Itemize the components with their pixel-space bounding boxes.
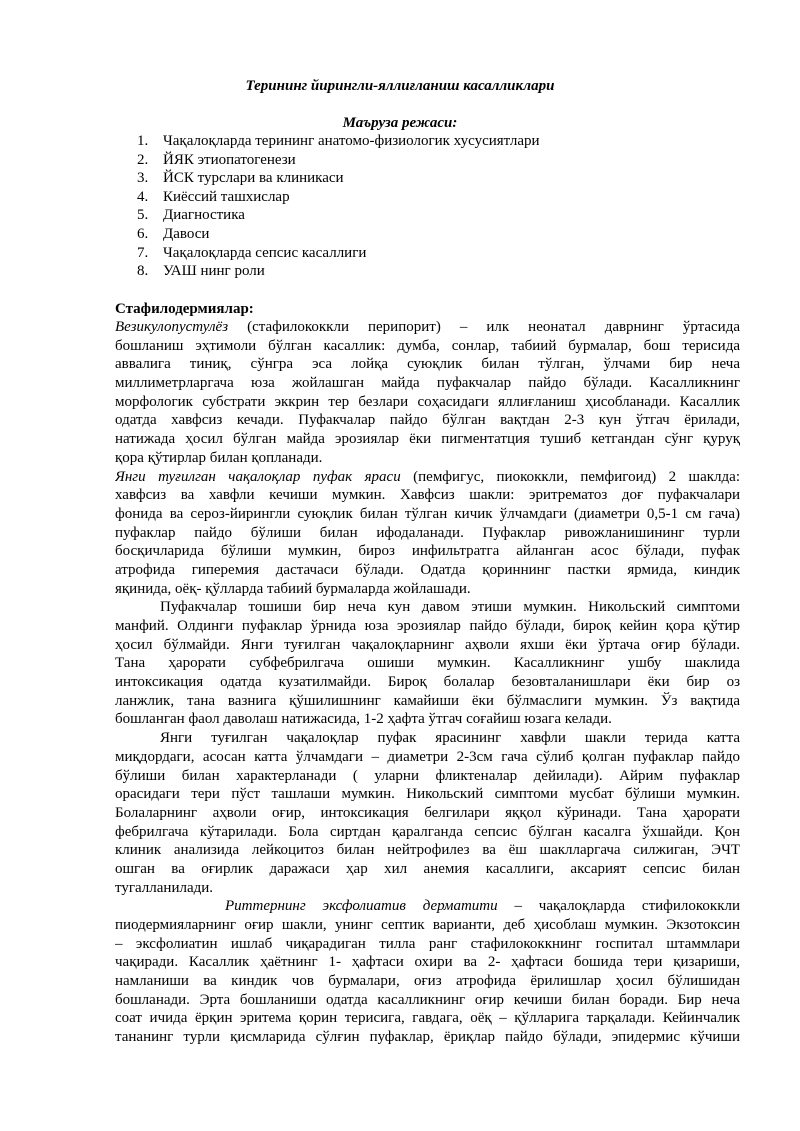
paragraph-benign-course: [115, 598, 740, 729]
text-line: ланжлик, тана вазнига қўшилишнинг камайиши ёки бўлмаслиги мумкин. Ўз вақтида: [115, 692, 740, 709]
text-line: Риттернинг эксфолиатив дерматити – чақалоқларда стифилококкли: [225, 898, 740, 915]
text-line: Тана ҳарорати субфебрилгача ошиши мумкин. Касалликнинг ушбу шаклида: [115, 655, 740, 672]
paragraph-ritter-dermatitis: [115, 897, 740, 1047]
text-line: манфий. Олдинги пуфаклар ўрнида юза эрозиялар пайдо бўлади, бироқ кейин қора қўтир: [115, 618, 740, 634]
text-line: бошланган фаол даволаш натижасида, 1-2 ҳафта ўтгач соғайиш юзага келади.: [115, 711, 612, 728]
text-line: қора қўтирлар билан қопланади.: [115, 449, 323, 466]
plan-item: 1. Чақалоқларда терининг анатомо-физиологик хусусиятлари: [137, 133, 540, 149]
text-line: бошланиш эҳтимоли бўлган касаллик: думба, сонлар, табиий бурмалар, бош терисида: [115, 337, 740, 354]
plan-item: 8. УАШ нинг роли: [137, 263, 265, 280]
text-line: босқичларида бўлиши мумкин, бироз инфильтратга айланган асос бўлади, пуфак: [115, 543, 740, 560]
text-line: пуфаклар пайдо бўлиши билан ифодаланади. Пуфаклар ривожланишининг турли: [115, 524, 740, 541]
paragraph-pemphigus: [115, 468, 740, 599]
text-line: Янги туғилган чақалоқлар пуфак ярасининг хавфли шакли терида катта: [160, 730, 740, 747]
plan-item: 5. Диагностика: [137, 207, 245, 224]
text-line: Янги туғилган чақалоқлар пуфак яраси (пемфигус, пиококкли, пемфигоид) 2 шаклда:: [115, 468, 740, 485]
plan-item: 6. Давоси: [137, 225, 210, 242]
text-line: одатда хавфсиз кечади. Пуфакчалар пайдо бўлган вақтдан 2-3 кун ўтгач ёрилади,: [115, 412, 740, 429]
text-line: Пуфакчалар тошиши бир неча кун давом этиши мумкин. Никольский симптоми: [160, 599, 740, 616]
text-line: Везикулопустулёз (стафилококкли перипорит) – илк неонатал даврнинг ўртасида: [115, 319, 740, 335]
body-text: [115, 318, 740, 1047]
paragraph-malignant-form: [115, 729, 740, 897]
text-line: бўлиши билан характерланади ( уларни фликтеналар дейилади). Айрим пуфаклар: [115, 767, 740, 784]
text-line: хавфсиз ва хавфли кечиши мумкин. Хавфсиз шакли: эритрематоз доғ пуфакчалари: [115, 487, 740, 504]
text-line: фонида ва сероз-йирингли суюқлик билан тўлган кичик ўлчамдаги (диаметри 0,5-1 см гача): [115, 505, 740, 522]
text-line: морфологик субстрати эккрин тер безлари соҳасидаги яллиғланиш ҳисобланади. Касаллик: [115, 393, 740, 410]
text-line: ҳосил бўлмайди. Янги туғилган чақалоқларнинг аҳволи яхши ёки ўртача оғир бўлади.: [115, 636, 740, 653]
text-line: интоксикация одатда кузатилмайди. Бироқ болалар безовталанишлари ёки бир оз: [115, 674, 740, 691]
text-line: соат ичида ёрқин эритема қорин терисига, гавдага, оёқ – қўлларига тарқалади. Кейинчалик: [115, 1010, 740, 1027]
text-line: орасидаги тери пўст ташлаши мумкин. Никольский симптоми мусбат бўлиши мумкин.: [115, 786, 740, 803]
text-line: – эксфолиатин ишлаб чиқарадиган тилла ранг стафилококкнинг госпитал штаммлари: [115, 935, 740, 952]
text-line: миқдордаги, асосан катта ўлчамдаги – диаметри 2-3см гача сўлиб қолган пуфаклар пайдо: [115, 748, 740, 765]
text-line: клиник анализида лейкоцитоз билан нейтрофилез ва ёш шаклларгача силжиган, ЭЧТ: [115, 842, 740, 859]
text-line: ошган ва оғирлик даражаси ҳар хил анемия касаллиги, аксарият сепсис билан: [115, 860, 740, 877]
text-line: пиодермияларнинг оғир шакли, унинг септик варианти, деб ҳисоблаш мумкин. Экзотоксин: [115, 917, 740, 933]
paragraph-vesiculopustulosis: [115, 318, 740, 468]
text-line: намланиши ва киндик чов бурмалари, оғиз атрофида ёрилишлар ҳосил бўлишидан: [115, 973, 740, 990]
section-heading: Стафилодермиялар:: [115, 301, 254, 317]
text-line: атрофида гиперемия дастачаси бўлади. Одатда қориннинг пастки ярмида, киндик: [115, 561, 740, 578]
plan-item: 2. ЙЯК этиопатогенези: [137, 151, 296, 168]
text-line: чақиради. Касаллик ҳаётнинг 1- ҳафтаси охири ва 2- ҳафтаси бошида тери қизариши,: [115, 954, 740, 971]
text-line: бошланади. Эрта бошланиши одатда касалликнинг оғир кечиши билан боради. Бир неча: [115, 991, 740, 1008]
text-line: тугалланилади.: [115, 879, 214, 896]
text-line: яқинида, оёқ- қўлларда табиий бурмаларда жойлашади.: [115, 580, 471, 597]
plan-item: 7. Чақалоқларда сепсис касаллиги: [137, 244, 367, 261]
document-title: Терининг йирингли-яллиғланиш касалликлари: [245, 78, 555, 94]
text-line: натижада ҳосил бўлган майда эрозиялар ёки пигментатция тушиб кетгандан сўнг қуруқ: [115, 431, 740, 448]
text-line: Болаларнинг аҳволи оғир, интоксикация белгилари яққол кўринади. Тана ҳарорати: [115, 804, 740, 821]
plan-item: 4. Киёссий ташхислар: [137, 188, 290, 205]
lecture-plan-heading: Маъруза режаси:: [342, 115, 458, 131]
plan-item: 3. ЙСК турслари ва клиникаси: [137, 170, 344, 187]
text-line: фебрилгача кўтарилади. Бола сиртдан қаралганда сепсис бўлган касалга ўхшайди. Қон: [115, 823, 740, 840]
lecture-plan-list: [137, 132, 540, 281]
text-line: тананинг турли қисмларида сўлғин пуфаклар, ёриқлар пайдо бўлади, эпидермис кўчиши: [115, 1029, 740, 1046]
text-line: аввалига тиниқ, сўнгра эса лойқа суюқлик билан тўлган, ўлчами бир неча: [115, 356, 740, 373]
text-line: миллиметрларгача юза жойлашган майда пуфакчалар пайдо бўлади. Касалликнинг: [115, 375, 740, 392]
